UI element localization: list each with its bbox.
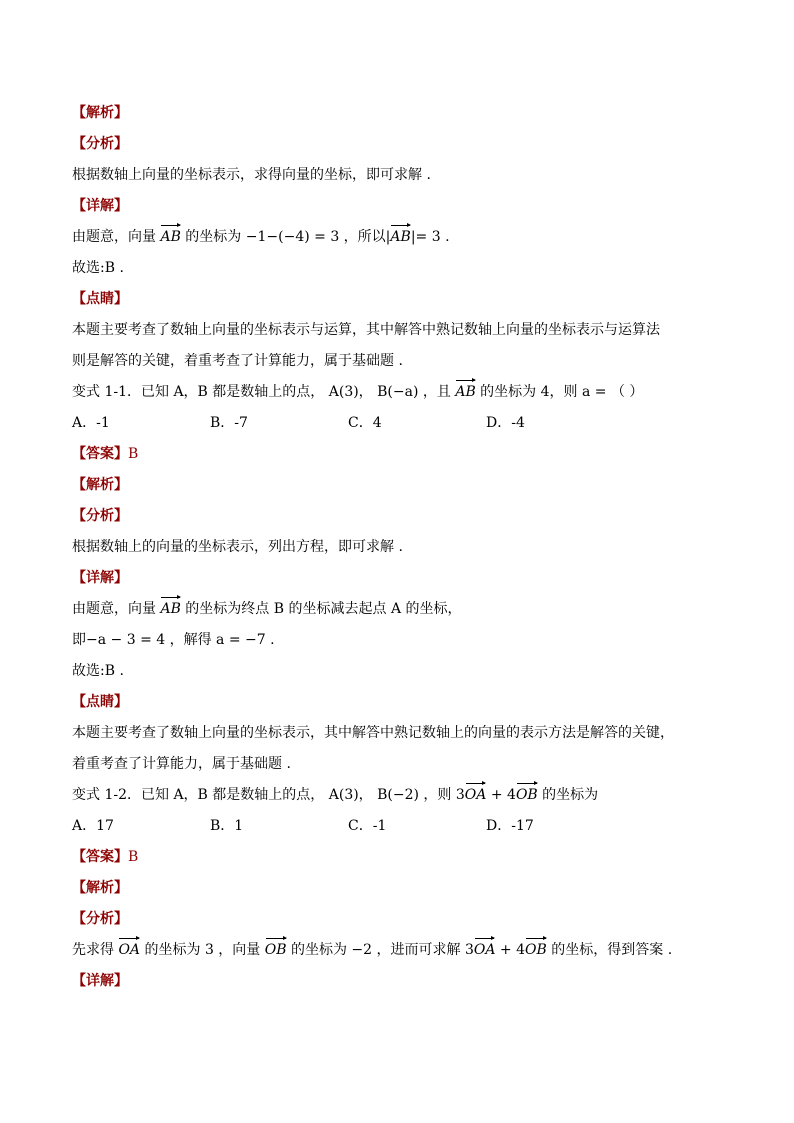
vector-oa: OA (118, 935, 140, 966)
section-fenxi: 【分析】 (72, 911, 128, 927)
section-xiangjie: 【详解】 (72, 973, 128, 989)
answer-value: B (128, 849, 139, 865)
answer-tag: 【答案】 (72, 446, 128, 462)
question-1-1 (72, 377, 732, 408)
text-run: 的坐标为终点 B 的坐标减去起点 A 的坐标， (180, 601, 462, 617)
text-run: |= 3 . (410, 229, 450, 245)
option-a: A．17 (72, 818, 114, 834)
answer-1-2 (72, 842, 732, 873)
text-run: 的坐标为 (537, 787, 599, 803)
detail-text (72, 594, 732, 625)
option-b: B．1 (210, 818, 244, 834)
vector-oa: OA (465, 780, 487, 811)
question-1-2 (72, 780, 732, 811)
option-c: C．4 (348, 415, 382, 431)
answer-1-1 (72, 439, 732, 470)
analysis-text: 根据数轴上的向量的坐标表示，列出方程，即可求解 . (72, 539, 403, 555)
document-page (72, 98, 732, 997)
option-b: B．-7 (210, 415, 248, 431)
vector-ab: AB (390, 222, 410, 253)
option-a: A．-1 (72, 415, 110, 431)
text-run: 的坐标，得到答案 . (546, 942, 673, 958)
option-d: D．-4 (486, 415, 525, 431)
section-jiexi: 【解析】 (72, 477, 128, 493)
answer-tag: 【答案】 (72, 849, 128, 865)
choice-text: 故选:B . (72, 663, 124, 679)
analysis-text: 根据数轴上向量的坐标表示，求得向量的坐标，即可求解 . (72, 167, 431, 183)
section-xiangjie: 【详解】 (72, 198, 128, 214)
option-d: D．-17 (486, 818, 534, 834)
text-run: 变式 1-2．已知 A，B 都是数轴上的点， A(3)， B(−2) ，则 3 (72, 787, 465, 803)
section-fenxi: 【分析】 (72, 508, 128, 524)
section-dianjing: 【点睛】 (72, 694, 128, 710)
text-run: 由题意，向量 (72, 601, 161, 617)
section-fenxi: 【分析】 (72, 136, 128, 152)
text-run: 的坐标为 −1−(−4) = 3 ，所以| (180, 229, 391, 245)
text-run: 变式 1-1．已知 A，B 都是数轴上的点， A(3)， B(−a) ，且 (72, 384, 456, 400)
section-dianjing: 【点睛】 (72, 291, 128, 307)
section-jiexi: 【解析】 (72, 880, 128, 896)
text-run: 先求得 (72, 942, 119, 958)
section-xiangjie: 【详解】 (72, 570, 128, 586)
comment-text: 本题主要考查了数轴上向量的坐标表示与运算，其中解答中熟记数轴上向量的坐标表示与运算法 (72, 322, 660, 338)
vector-ab: AB (455, 377, 475, 408)
vector-oa: OA (474, 935, 496, 966)
options-1-1 (72, 408, 732, 439)
vector-ob: OB (516, 780, 538, 811)
text-run: + 4 (486, 787, 516, 803)
vector-ab: AB (160, 594, 180, 625)
options-1-2 (72, 811, 732, 842)
answer-value: B (128, 446, 139, 462)
text-run: 的坐标为 4，则 a = （ ） (475, 384, 644, 400)
text-run: 由题意，向量 (72, 229, 161, 245)
vector-ob: OB (525, 935, 547, 966)
analysis-text (72, 935, 732, 966)
vector-ab: AB (160, 222, 180, 253)
text-run: + 4 (495, 942, 526, 958)
section-jiexi: 【解析】 (72, 105, 128, 121)
detail-text (72, 222, 732, 253)
comment-text: 本题主要考查了数轴上向量的坐标表示，其中解答中熟记数轴上的向量的表示方法是解答的关键， (72, 725, 674, 741)
choice-text: 故选:B . (72, 260, 124, 276)
text-run: 的坐标为 −2 ，进而可求解 3 (286, 942, 474, 958)
text-run: 的坐标为 3 ，向量 (140, 942, 265, 958)
detail-text: 即−a − 3 = 4 ，解得 a = −7 . (72, 632, 275, 648)
option-c: C．-1 (348, 818, 387, 834)
vector-ob: OB (265, 935, 287, 966)
comment-text: 着重考查了计算能力，属于基础题 . (72, 756, 291, 772)
comment-text: 则是解答的关键，着重考查了计算能力，属于基础题 . (72, 353, 403, 369)
